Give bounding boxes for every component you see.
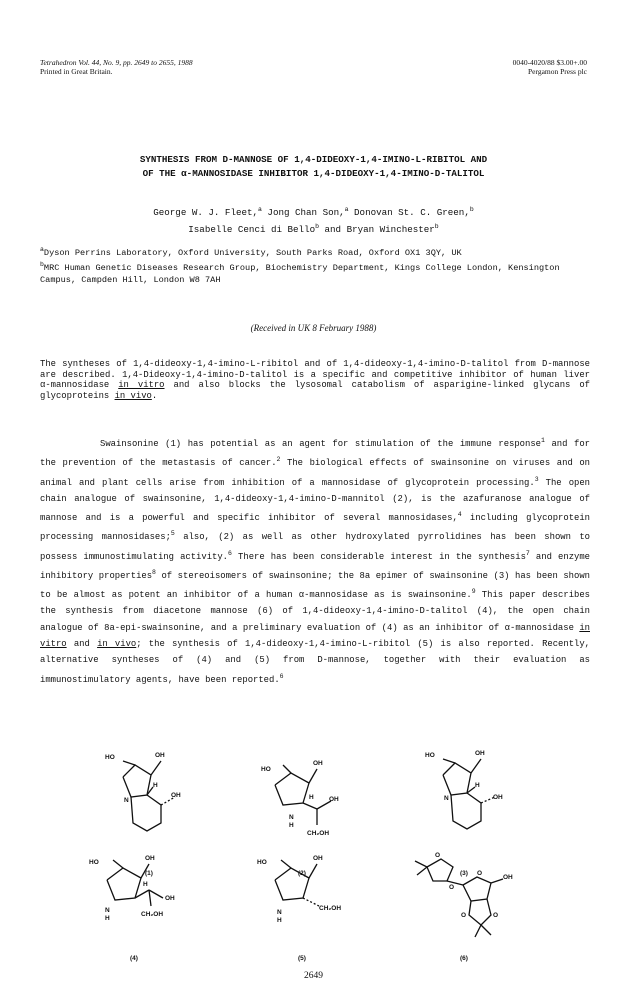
structure-label-4: (4) [130, 955, 138, 962]
structure-3-epi-swainsonine [415, 745, 525, 835]
svg-text:O: O [477, 870, 483, 877]
affiliation-a: $^a$Dyson Perrins Laboratory, Oxford University, South Parks Road, Oxford OX1 3QY, UK [40, 246, 462, 258]
received-date: (Received in UK 8 February 1988) [250, 323, 377, 333]
structure-5-ribitol [255, 850, 365, 940]
article-code: 0040-4020/88 $3.00+.00 [512, 58, 587, 67]
svg-text:O: O [449, 884, 455, 891]
svg-text:OH: OH [475, 750, 485, 757]
svg-text:H: H [289, 822, 294, 829]
svg-text:OH: OH [493, 794, 503, 801]
svg-text:OH: OH [165, 895, 175, 902]
svg-text:OH: OH [145, 855, 155, 862]
structure-1-swainsonine [95, 747, 205, 837]
structure-6-diacetone-mannose [405, 845, 535, 945]
svg-text:OH: OH [155, 752, 165, 759]
journal-citation: Tetrahedron Vol. 44, No. 9, pp. 2649 to 2655, 1988 [40, 58, 193, 67]
publisher: Pergamon Press plc [527, 67, 587, 76]
title-line-2: OF THE α-MANNOSIDASE INHIBITOR 1,4-DIDEOXY-1,4-IMINO-D-TALITOL [142, 168, 485, 179]
paper-title [40, 153, 587, 181]
svg-text:H: H [153, 782, 158, 789]
svg-text:H: H [309, 794, 314, 801]
svg-text:H: H [105, 915, 110, 922]
author-cenci: Isabelle Cenci di Bello [188, 224, 316, 236]
abstract: The syntheses of 1,4-dideoxy-1,4-imino-L-ribitol and of 1,4-dideoxy-1,4-imino-D-talitol from D-mannose are described. 1,4-Dideoxy-1,4-imino-D-talitol is a specific and competitive inhibitor of human liver α-mannosidase in vitro and also blocks the lysosomal catabolism of asparigine-linked glycans of glycoproteins in vivo. [40, 359, 590, 401]
author-winchester: and Bryan Winchester [319, 224, 435, 236]
svg-text:CH₂OH: CH₂OH [307, 830, 330, 837]
journal-header-right [513, 58, 587, 76]
structure-label-2: (2) [298, 870, 306, 877]
structure-label-3: (3) [460, 870, 468, 877]
svg-text:HO: HO [89, 859, 99, 866]
author-list: George W. J. Fleet,$^a$ Jong Chan Son,$^a$ Donovan St. C. Green,$^b$ Isabelle Cenci di Bello$^b$ and Bryan Winchester$^b$ [153, 206, 474, 236]
page-number: 2649 [304, 971, 323, 981]
svg-text:OH: OH [503, 874, 513, 881]
svg-text:O: O [461, 912, 467, 919]
svg-text:N: N [444, 795, 449, 802]
structure-label-1: (1) [145, 870, 153, 877]
structure-2 [255, 755, 365, 845]
affiliation-b: $^b$MRC Human Genetic Diseases Research Group, Biochemistry Department, Kings College London, Kensington Campus, Campden Hill, London W8 7AH [40, 261, 560, 285]
svg-text:HO: HO [261, 766, 271, 773]
svg-text:OH: OH [171, 792, 181, 799]
author-fleet: George W. J. Fleet, [153, 207, 259, 219]
svg-text:CH₂OH: CH₂OH [319, 905, 342, 912]
svg-text:HO: HO [257, 859, 267, 866]
svg-text:N: N [124, 797, 129, 804]
svg-text:O: O [435, 852, 441, 859]
svg-text:N: N [277, 909, 282, 916]
svg-text:OH: OH [313, 855, 323, 862]
title-line-1: SYNTHESIS FROM D-MANNOSE OF 1,4-DIDEOXY-1,4-IMINO-L-RIBITOL AND [139, 154, 488, 165]
svg-text:N: N [105, 907, 110, 914]
svg-text:HO: HO [425, 752, 435, 759]
journal-header-left [40, 58, 193, 76]
svg-text:OH: OH [313, 760, 323, 767]
author-green: Donovan St. C. Green, [348, 207, 470, 219]
affiliations [40, 244, 590, 286]
author-son: Jong Chan Son, [261, 207, 345, 219]
structure-label-5: (5) [298, 955, 306, 962]
svg-text:H: H [277, 917, 282, 924]
svg-text:N: N [289, 814, 294, 821]
structure-label-6: (6) [460, 955, 468, 962]
svg-text:CH₂OH: CH₂OH [141, 911, 164, 918]
printed-in: Printed in Great Britain. [40, 67, 113, 76]
svg-text:OH: OH [329, 796, 339, 803]
svg-text:H: H [475, 782, 480, 789]
body-paragraph: Swainsonine (1) has potential as an agent for stimulation of the immune response$^1$ and for the prevention of the metastasis of cancer.$^2$ The biological effects of swainsonine on viruses and on animal and plant cells arise from inhibition of a mannosidase of glycoprotein processing.$^3$ The open chain analogue of swainsonine, 1,4-dideoxy-1,4-imino-D-mannitol (2), is the azafuranose analogue of mannose and is a powerful and specific inhibitor of several mannosidases,$^4$ including glycoprotein processing mannosidases;$^5$ also, (2) as well as other hydroxylated pyrrolidines has been shown to possess immunostimulating activity.$^6$ There has been considerable interest in the synthesis$^7$ and enzyme inhibitory properties$^8$ of stereoisomers of swainsonine; the 8a epimer of swainsonine (3) has been shown to be almost as potent an inhibitor of a human α-mannosidase as is swainsonine.$^9$ This paper describes the synthesis from diacetone mannose (6) of 1,4-dideoxy-1,4-imino-D-talitol (4), the open chain analogue of 8a-epi-swainsonine, and a preliminary evaluation of (4) as an inhibitor of α-mannosidase in vitro and in vivo; the synthesis of 1,4-dideoxy-1,4-imino-L-ribitol (5) is also reported. Recently, alternative syntheses of (4) and (5) from D-mannose, together with their evaluation as immunostimulatory agents, have been reported.$^6$ [40, 437, 591, 685]
svg-text:O: O [493, 912, 499, 919]
structure-4-talitol [85, 850, 195, 940]
svg-text:HO: HO [105, 754, 115, 761]
svg-text:H: H [143, 881, 148, 888]
